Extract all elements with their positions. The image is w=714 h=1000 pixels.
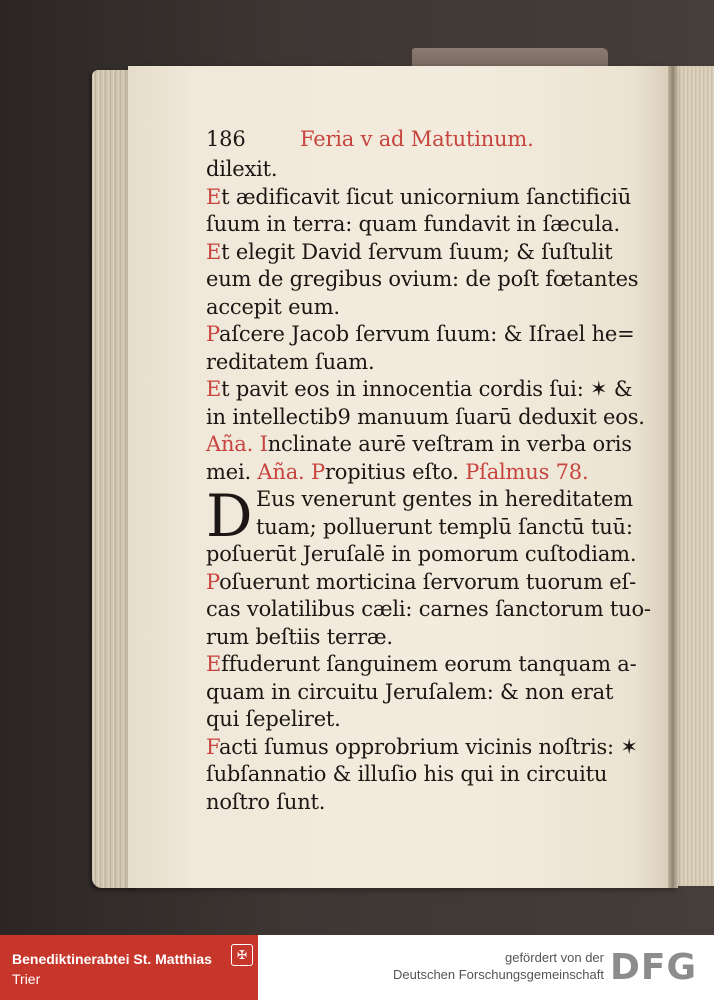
body-text: ſuum in terra: quam fundavit in ſæcula. [206,212,620,236]
body-text: eum de gregibus ovium: de poſt fœtantes [206,267,639,291]
body-text: t pavit eos in innocentia cordis ſui: ✶ & [221,377,633,401]
text-line [206,294,658,322]
text-line [206,679,658,707]
funding-line-1: gefördert von der [504,950,604,965]
dfg-logo: DFG [610,947,698,988]
institution-name: Benediktinerabtei St. Matthias [12,951,212,967]
rubric-text: E [206,377,222,401]
text-line [206,596,658,624]
text-line [256,514,658,542]
text-line [206,761,658,789]
body-text: noſtro ſunt. [206,789,326,814]
body-text: acti ſumus opprobrium vicinis noſtris: ✶ [218,734,638,759]
body-text: oſuerunt morticina ſervorum tuorum eſ- [219,569,636,594]
rubric-text: E [206,184,222,209]
institution-panel [0,935,258,1000]
body-text: in intellectib9 manuum ſuarū deduxit eos. [206,404,645,429]
body-text: rum beſtiis terræ. [206,624,393,649]
text-line [206,211,658,239]
rubric-text: P [206,322,219,346]
text-block-2 [206,541,658,816]
text-line [206,789,658,817]
body-text: ffuderunt ſanguinem eorum tanquam a- [221,652,637,676]
body-text: quam in circuitu Jeruſalem: & non erat [206,679,614,704]
text-line [206,321,658,349]
institution-logo-icon: ✠ [231,944,253,966]
text-line [256,486,658,514]
body-text: Eus venerunt gentes in hereditatem [256,487,633,511]
running-head: Feria v ad Matutinum. [300,127,534,151]
text-line [206,156,658,184]
body-text: mei. [206,459,258,484]
text-line [206,349,658,377]
body-text: ſubſannatio & illuſio his qui in circuitu [206,762,608,786]
text-line [206,239,658,267]
drop-cap: D [206,482,253,550]
funding-line-2: Deutschen Forschungsgemeinschaft [392,967,604,982]
page-gutter [668,66,678,888]
body-text: tuam; polluerunt templū ſanctū tuū: [256,514,633,539]
text-block-1 [206,156,658,486]
body-text: t elegit David ſervum ſuum; & ſuſtulit [221,239,613,264]
rubric-text: E [206,652,222,676]
text-line [206,569,658,597]
text-line [206,404,658,432]
text-line [206,184,658,212]
text-line [206,734,658,762]
body-text: accepit eum. [206,294,340,319]
rubric-text: P [206,569,220,594]
page-text [206,126,658,816]
body-text: qui ſepeliret. [206,707,341,731]
body-text: cas volatilibus cæli: carnes ſanctorum tuo- [206,597,651,621]
text-line [206,459,658,487]
rubric-text: Pſalmus 78. [465,459,589,484]
body-text: nclinate aurē veſtram in verba oris [267,432,632,456]
psalm-first-lines [206,486,658,541]
page-header [206,126,658,156]
body-text: aſcere Jacob ſervum ſuum: & Iſrael he= [219,322,635,346]
rubric-text: I [259,432,268,456]
rubric-text: F [206,734,219,759]
body-text: dilexit. [206,157,278,181]
footer-banner [0,935,714,1000]
facing-page-edge [672,66,714,886]
rubric-text: P [311,459,325,484]
page-number: 186 [206,127,246,151]
text-line [206,651,658,679]
text-line [206,706,658,734]
psalm-opening [206,482,658,550]
text-line [206,541,658,569]
body-text: reditatem ſuam. [206,349,375,374]
institution-city: Trier [12,971,41,987]
text-line [206,376,658,404]
text-line [206,431,658,459]
rubric-text: Aña. [206,432,254,456]
text-line [206,266,658,294]
funding-note [393,949,604,983]
body-text: poſuerūt Jeruſalē in pomorum cuſtodiam. [206,542,637,566]
body-text: t ædificavit ſicut unicornium ſanctificiū [221,184,632,209]
body-text: ropitius eſto. [324,459,466,484]
rubric-text: E [206,239,222,264]
text-line [206,624,658,652]
rubric-text: Aña. [257,459,305,484]
